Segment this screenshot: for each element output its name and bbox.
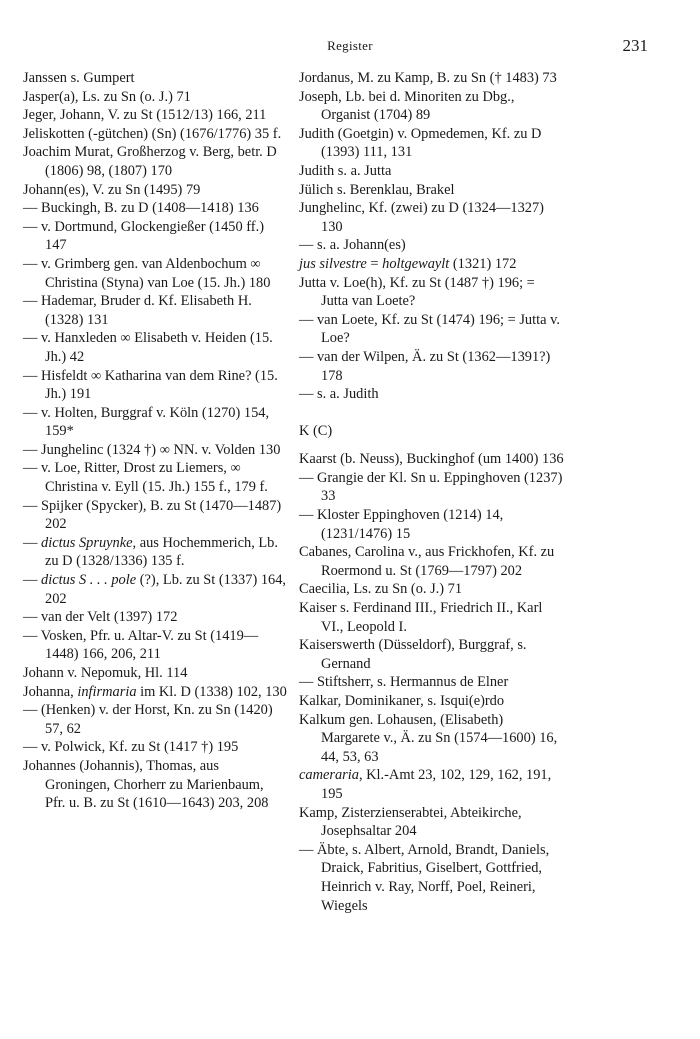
italic-term: dictus Spruynke (41, 534, 133, 551)
entry-text: — s. a. Judith (299, 386, 379, 403)
index-entry (23, 218, 287, 255)
italic-term: infirmaria (77, 683, 137, 700)
entry-text: — Spijker (Spycker), B. zu St (1470—1487) 202 (23, 497, 282, 533)
index-entry (23, 255, 287, 292)
entry-text: Jeger, Johann, V. zu St (1512/13) 166, 211 (23, 107, 267, 124)
index-entry (299, 162, 565, 181)
index-entry (299, 450, 565, 469)
entry-text: — s. a. Johann(es) (299, 237, 406, 254)
index-entry (299, 199, 565, 236)
left-entry-list (23, 69, 287, 813)
entry-text: Johannes (Johannis), Thomas, aus Groningen, Chorherr zu Marienbaum, Pfr. u. B. zu St (1610—1643) 203, 208 (23, 757, 269, 812)
index-entry (299, 469, 565, 506)
index-entry (299, 181, 565, 200)
entry-text: — (23, 572, 41, 589)
entry-text: Cabanes, Carolina v., aus Frickhofen, Kf. zu Roermond u. St (1769—1797) 202 (299, 544, 555, 579)
index-entry (23, 608, 287, 627)
right-entry-list (299, 69, 565, 404)
entry-text: — Vosken, Pfr. u. Altar-V. zu St (1419—1448) 166, 206, 211 (23, 627, 259, 663)
left-column (23, 69, 287, 813)
entry-text: — v. Dortmund, Glockengießer (1450 ff.) 147 (23, 218, 264, 254)
entry-text: Jeliskotten (-gütchen) (Sn) (1676/1776) 35 f. (23, 125, 282, 142)
entry-text: Jutta v. Loe(h), Kf. zu St (1487 †) 196; = Jutta van Loete? (299, 274, 535, 310)
right-column (299, 69, 565, 915)
entry-text: Kalkar, Dominikaner, s. Isqui(e)rdo (299, 693, 505, 709)
entry-text: — van der Wilpen, Ä. zu St (1362—1391?) 178 (299, 348, 551, 384)
entry-text: Kaarst (b. Neuss), Buckinghof (um 1400) 136 (299, 451, 564, 468)
index-entry (299, 580, 565, 599)
index-entry (299, 311, 565, 348)
entry-text: — v. Holten, Burggraf v. Köln (1270) 154, 159* (23, 404, 270, 440)
entry-text: , aus Hochemmerich, Lb. zu D (1328/1336) 135 f. (45, 534, 278, 570)
index-entry (299, 255, 565, 274)
entry-text: — Buckingh, B. zu D (1408—1418) 136 (23, 200, 259, 217)
running-title: Register (327, 38, 373, 53)
index-entry (299, 274, 565, 311)
index-entry (299, 543, 565, 580)
entry-text: Judith s. a. Jutta (299, 162, 392, 179)
index-entry (23, 571, 287, 608)
entry-text: Kaiserswerth (Düsseldorf), Burggraf, s. Gernand (299, 637, 527, 672)
section-heading-k: K (C) (299, 422, 333, 439)
index-entry (23, 664, 287, 683)
italic-term: jus silvestre (299, 255, 367, 272)
entry-text: (?), Lb. zu St (1337) 164, 202 (45, 572, 287, 607)
entry-text: Janssen s. Gumpert (23, 70, 135, 86)
entry-text: Jülich s. Berenklau, Brakel (299, 181, 455, 198)
entry-text: — Kloster Eppinghoven (1214) 14, (1231/1476) 15 (299, 507, 504, 542)
entry-text: Kalkum gen. Lohausen, (Elisabeth) Margarete v., Ä. zu Sn (1574—1600) 16, 44, 53, 63 (299, 711, 558, 765)
index-entry (23, 292, 287, 329)
entry-text: Kamp, Zisterzienserabtei, Abteikirche, Josephsaltar 204 (299, 804, 522, 840)
page-header (0, 36, 700, 60)
entry-text: — (23, 534, 41, 551)
entry-text: — v. Hanxleden ∞ Elisabeth v. Heiden (15. Jh.) 42 (23, 330, 273, 365)
index-entry (299, 636, 565, 673)
entry-text: — Äbte, s. Albert, Arnold, Brandt, Daniels, Draick, Fabritius, Giselbert, Gottfried, Heinrich v. Ray, Norff, Poel, Reineri, Wiegels (299, 841, 550, 914)
index-entry (23, 683, 287, 702)
index-entry (23, 534, 287, 571)
index-entry (299, 673, 565, 692)
italic-term: dictus S . . . pole (41, 572, 137, 589)
entry-text: , Kl.-Amt 23, 102, 129, 162, 191, 195 (321, 767, 552, 802)
index-entry (299, 88, 565, 125)
entry-text: Johanna, (23, 683, 78, 700)
entry-text: (1321) 172 (449, 255, 517, 272)
entry-text: — van der Velt (1397) 172 (23, 609, 178, 626)
index-entry (299, 506, 565, 543)
entry-text: Kaiser s. Ferdinand III., Friedrich II., Karl VI., Leopold I. (299, 600, 543, 635)
entry-text: — van Loete, Kf. zu St (1474) 196; = Jutta v. Loe? (299, 311, 560, 347)
index-entry (23, 69, 287, 88)
index-entry (23, 701, 287, 738)
index-entry (299, 69, 565, 88)
index-entry (299, 348, 565, 385)
index-entry (23, 497, 287, 534)
index-entry (23, 329, 287, 366)
index-entry (299, 236, 565, 255)
index-entry (23, 627, 287, 664)
index-entry (299, 599, 565, 636)
index-entry (299, 804, 565, 841)
entry-text: Johann v. Nepomuk, Hl. 114 (23, 665, 188, 681)
index-entry (23, 404, 287, 441)
entry-text: Joseph, Lb. bei d. Minoriten zu Dbg., Organist (1704) 89 (299, 88, 515, 124)
entry-text: — Hisfeldt ∞ Katharina van dem Rine? (15. Jh.) 191 (23, 367, 278, 403)
entry-text: Jasper(a), Ls. zu Sn (o. J.) 71 (23, 88, 191, 105)
index-entry (299, 125, 565, 162)
right-entry-list-k (299, 450, 565, 915)
page-number: 231 (622, 36, 648, 55)
index-entry (23, 106, 287, 125)
entry-text: — (Henken) v. der Horst, Kn. zu Sn (1420) 57, 62 (23, 702, 273, 737)
entry-text: im Kl. D (1338) 102, 130 (136, 683, 287, 700)
index-entry (299, 692, 565, 711)
entry-text: Jordanus, M. zu Kamp, B. zu Sn († 1483) 73 (299, 70, 557, 86)
index-entry (299, 841, 565, 915)
index-entry (23, 459, 287, 496)
entry-text: Joachim Murat, Großherzog v. Berg, betr. D (1806) 98, (1807) 170 (23, 144, 277, 179)
index-entry (23, 88, 287, 107)
entry-text: — v. Polwick, Kf. zu St (1417 †) 195 (23, 739, 239, 756)
index-entry (299, 385, 565, 404)
index-entry (23, 367, 287, 404)
index-entry (299, 766, 565, 803)
entry-text: Johann(es), V. zu Sn (1495) 79 (23, 181, 201, 198)
index-entry (23, 757, 287, 813)
entry-text: — Grangie der Kl. Sn u. Eppinghoven (1237) 33 (299, 469, 563, 505)
index-entry (23, 125, 287, 144)
italic-term: cameraria (299, 767, 359, 784)
index-entry (23, 143, 287, 180)
index-entry (299, 711, 565, 767)
index-entry (23, 181, 287, 200)
entry-text: Junghelinc, Kf. (zwei) zu D (1324—1327) 130 (299, 200, 544, 235)
entry-text: Caecilia, Ls. zu Sn (o. J.) 71 (299, 581, 463, 598)
entry-text: — v. Grimberg gen. van Aldenbochum ∞ Christina (Styna) van Loe (15. Jh.) 180 (23, 255, 271, 291)
entry-text: = (366, 255, 383, 272)
entry-text: Judith (Goetgin) v. Opmedemen, Kf. zu D (1393) 111, 131 (299, 125, 542, 161)
entry-text: — v. Loe, Ritter, Drost zu Liemers, ∞ Christina v. Eyll (15. Jh.) 155 f., 179 f. (23, 460, 268, 496)
entry-text: — Junghelinc (1324 †) ∞ NN. v. Volden 130 (23, 441, 281, 458)
italic-term: holtgewaylt (382, 255, 450, 272)
entry-text: — Hademar, Bruder d. Kf. Elisabeth H. (1328) 131 (23, 293, 252, 328)
index-entry (23, 441, 287, 460)
entry-text: — Stiftsherr, s. Hermannus de Elner (299, 674, 509, 691)
index-entry (23, 199, 287, 218)
index-entry (23, 738, 287, 757)
